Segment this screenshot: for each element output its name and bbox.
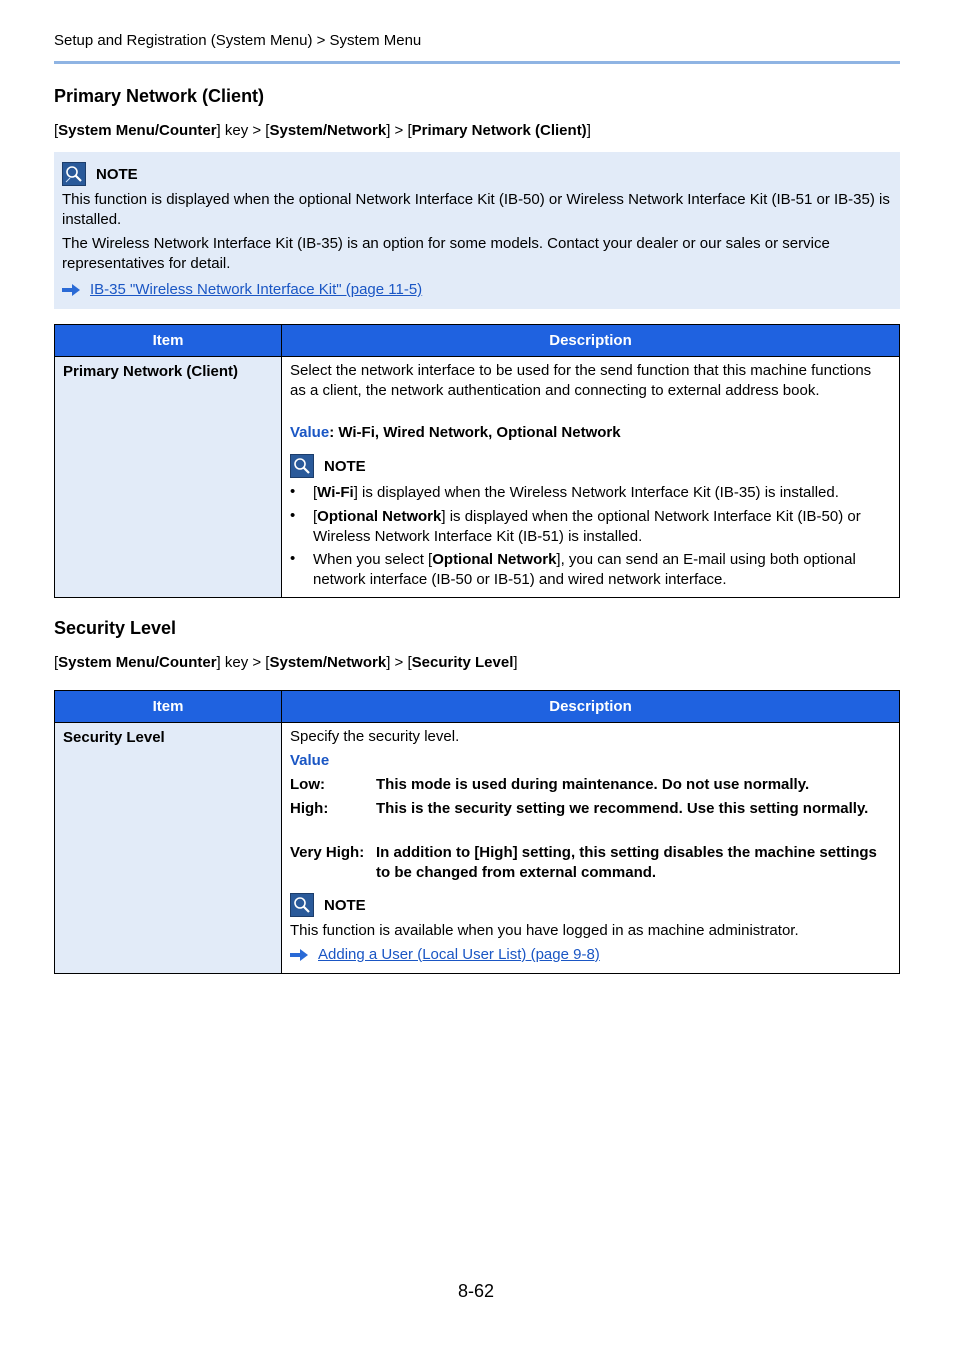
value-label: Value bbox=[290, 752, 330, 769]
running-header: Setup and Registration (System Menu) > System Menu bbox=[54, 32, 422, 49]
note-heading bbox=[290, 454, 366, 478]
table-row bbox=[55, 357, 900, 598]
value-key: Very High: bbox=[290, 844, 365, 861]
table-header-row bbox=[55, 691, 900, 723]
section-title-security-level: Security Level bbox=[54, 618, 177, 638]
column-header-description: Description bbox=[282, 691, 900, 723]
cross-reference-link[interactable]: IB-35 "Wireless Network Interface Kit" (page 11-5) bbox=[90, 281, 423, 298]
column-header-item: Item bbox=[55, 325, 282, 357]
key-path-sep: ] key > [ bbox=[216, 654, 270, 671]
note-box bbox=[54, 152, 900, 309]
bullet-dot: • bbox=[290, 550, 296, 567]
page-number: 8-62 bbox=[458, 1281, 495, 1301]
description-cell bbox=[282, 357, 900, 598]
item-name: Security Level bbox=[63, 729, 165, 746]
value-label: Value bbox=[290, 424, 330, 441]
description-text: Select the network interface to be used for the send function that this machine functions as a client, the network authentication and connecting to external address book. bbox=[290, 362, 872, 399]
key-path-part: System Menu/Counter bbox=[58, 122, 217, 139]
key-path-part: System/Network bbox=[269, 122, 387, 139]
bullet-text bbox=[313, 507, 893, 546]
section-title-primary-network: Primary Network (Client) bbox=[54, 86, 265, 106]
arrow-right-icon bbox=[290, 949, 308, 961]
value-desc: In addition to [High] setting, this setting disables the machine settings to be changed from external command. bbox=[376, 844, 877, 881]
bullet-post: ] is displayed when the Wireless Network Interface Kit (IB-35) is installed. bbox=[353, 484, 839, 501]
bullet-key: Optional Network bbox=[317, 508, 442, 525]
note-label: NOTE bbox=[324, 896, 366, 914]
item-cell bbox=[55, 723, 282, 974]
arrow-right-icon bbox=[62, 284, 80, 296]
description-cell bbox=[282, 723, 900, 974]
note-paragraph: This function is displayed when the optional Network Interface Kit (IB-50) or Wireless Network Interface Kit (IB-51 or IB-35) is installed. bbox=[62, 191, 890, 228]
bullet-key: Optional Network bbox=[432, 551, 557, 568]
key-path-part: Security Level bbox=[411, 654, 514, 671]
value-desc: This is the security setting we recommend. Use this setting normally. bbox=[376, 800, 869, 817]
item-name: Primary Network (Client) bbox=[63, 363, 239, 380]
bullet-key: Wi-Fi bbox=[317, 484, 354, 501]
value-desc: This mode is used during maintenance. Do not use normally. bbox=[376, 776, 810, 793]
key-path-sep: ] > [ bbox=[386, 654, 412, 671]
value-line bbox=[290, 423, 621, 443]
key-path-sep: ] key > [ bbox=[216, 122, 270, 139]
bullet-post: ], you can send an E-mail using both optional network interface (IB-50 or IB-51) and wired network interface. bbox=[313, 551, 856, 588]
bullet-text bbox=[313, 483, 893, 503]
key-path-sep: ] > [ bbox=[386, 122, 412, 139]
value-key: Low: bbox=[290, 776, 325, 793]
value-key: High: bbox=[290, 800, 329, 817]
cross-reference-link[interactable]: Adding a User (Local User List) (page 9-8) bbox=[318, 946, 600, 963]
bullet-pre: [ bbox=[313, 484, 318, 501]
note-text: This function is available when you have logged in as machine administrator. bbox=[290, 922, 799, 939]
value-options: : Wi-Fi, Wired Network, Optional Network bbox=[329, 424, 621, 441]
key-path-primary-network: [System Menu/Counter] key > [System/Network] > [Primary Network (Client)] bbox=[54, 122, 591, 139]
bullet-text bbox=[313, 550, 893, 589]
bullet-pre: [ bbox=[313, 508, 318, 525]
header-rule bbox=[54, 61, 900, 64]
settings-table-security-level bbox=[54, 690, 900, 974]
note-label: NOTE bbox=[96, 165, 138, 183]
bullet-dot: • bbox=[290, 507, 296, 524]
description-text: Specify the security level. bbox=[290, 728, 460, 745]
key-path-part: System/Network bbox=[269, 654, 387, 671]
cross-reference[interactable] bbox=[62, 281, 422, 298]
bullet-post: ] is displayed when the optional Network Interface Kit (IB-50) or Wireless Network Interface Kit (IB-51) is installed. bbox=[313, 508, 861, 545]
table-header-row bbox=[55, 325, 900, 357]
note-heading bbox=[290, 893, 366, 917]
column-header-description: Description bbox=[282, 325, 900, 357]
note-label: NOTE bbox=[324, 457, 366, 475]
item-cell bbox=[55, 357, 282, 598]
key-path-part: Primary Network (Client) bbox=[411, 122, 587, 139]
note-paragraph: The Wireless Network Interface Kit (IB-35) is an option for some models. Contact your dealer or our sales or service representatives for detail. bbox=[62, 235, 830, 272]
column-header-item: Item bbox=[55, 691, 282, 723]
cross-reference[interactable] bbox=[290, 946, 600, 963]
bullet-dot: • bbox=[290, 483, 296, 500]
note-heading bbox=[62, 162, 138, 186]
note-icon bbox=[290, 893, 314, 917]
key-path-security-level: [System Menu/Counter] key > [System/Network] > [Security Level] bbox=[54, 654, 518, 671]
settings-table-primary-network bbox=[54, 324, 900, 598]
table-row bbox=[55, 723, 900, 974]
bullet-pre: When you select [ bbox=[313, 551, 433, 568]
key-path-part: System Menu/Counter bbox=[58, 654, 217, 671]
note-icon bbox=[290, 454, 314, 478]
note-icon bbox=[62, 162, 86, 186]
